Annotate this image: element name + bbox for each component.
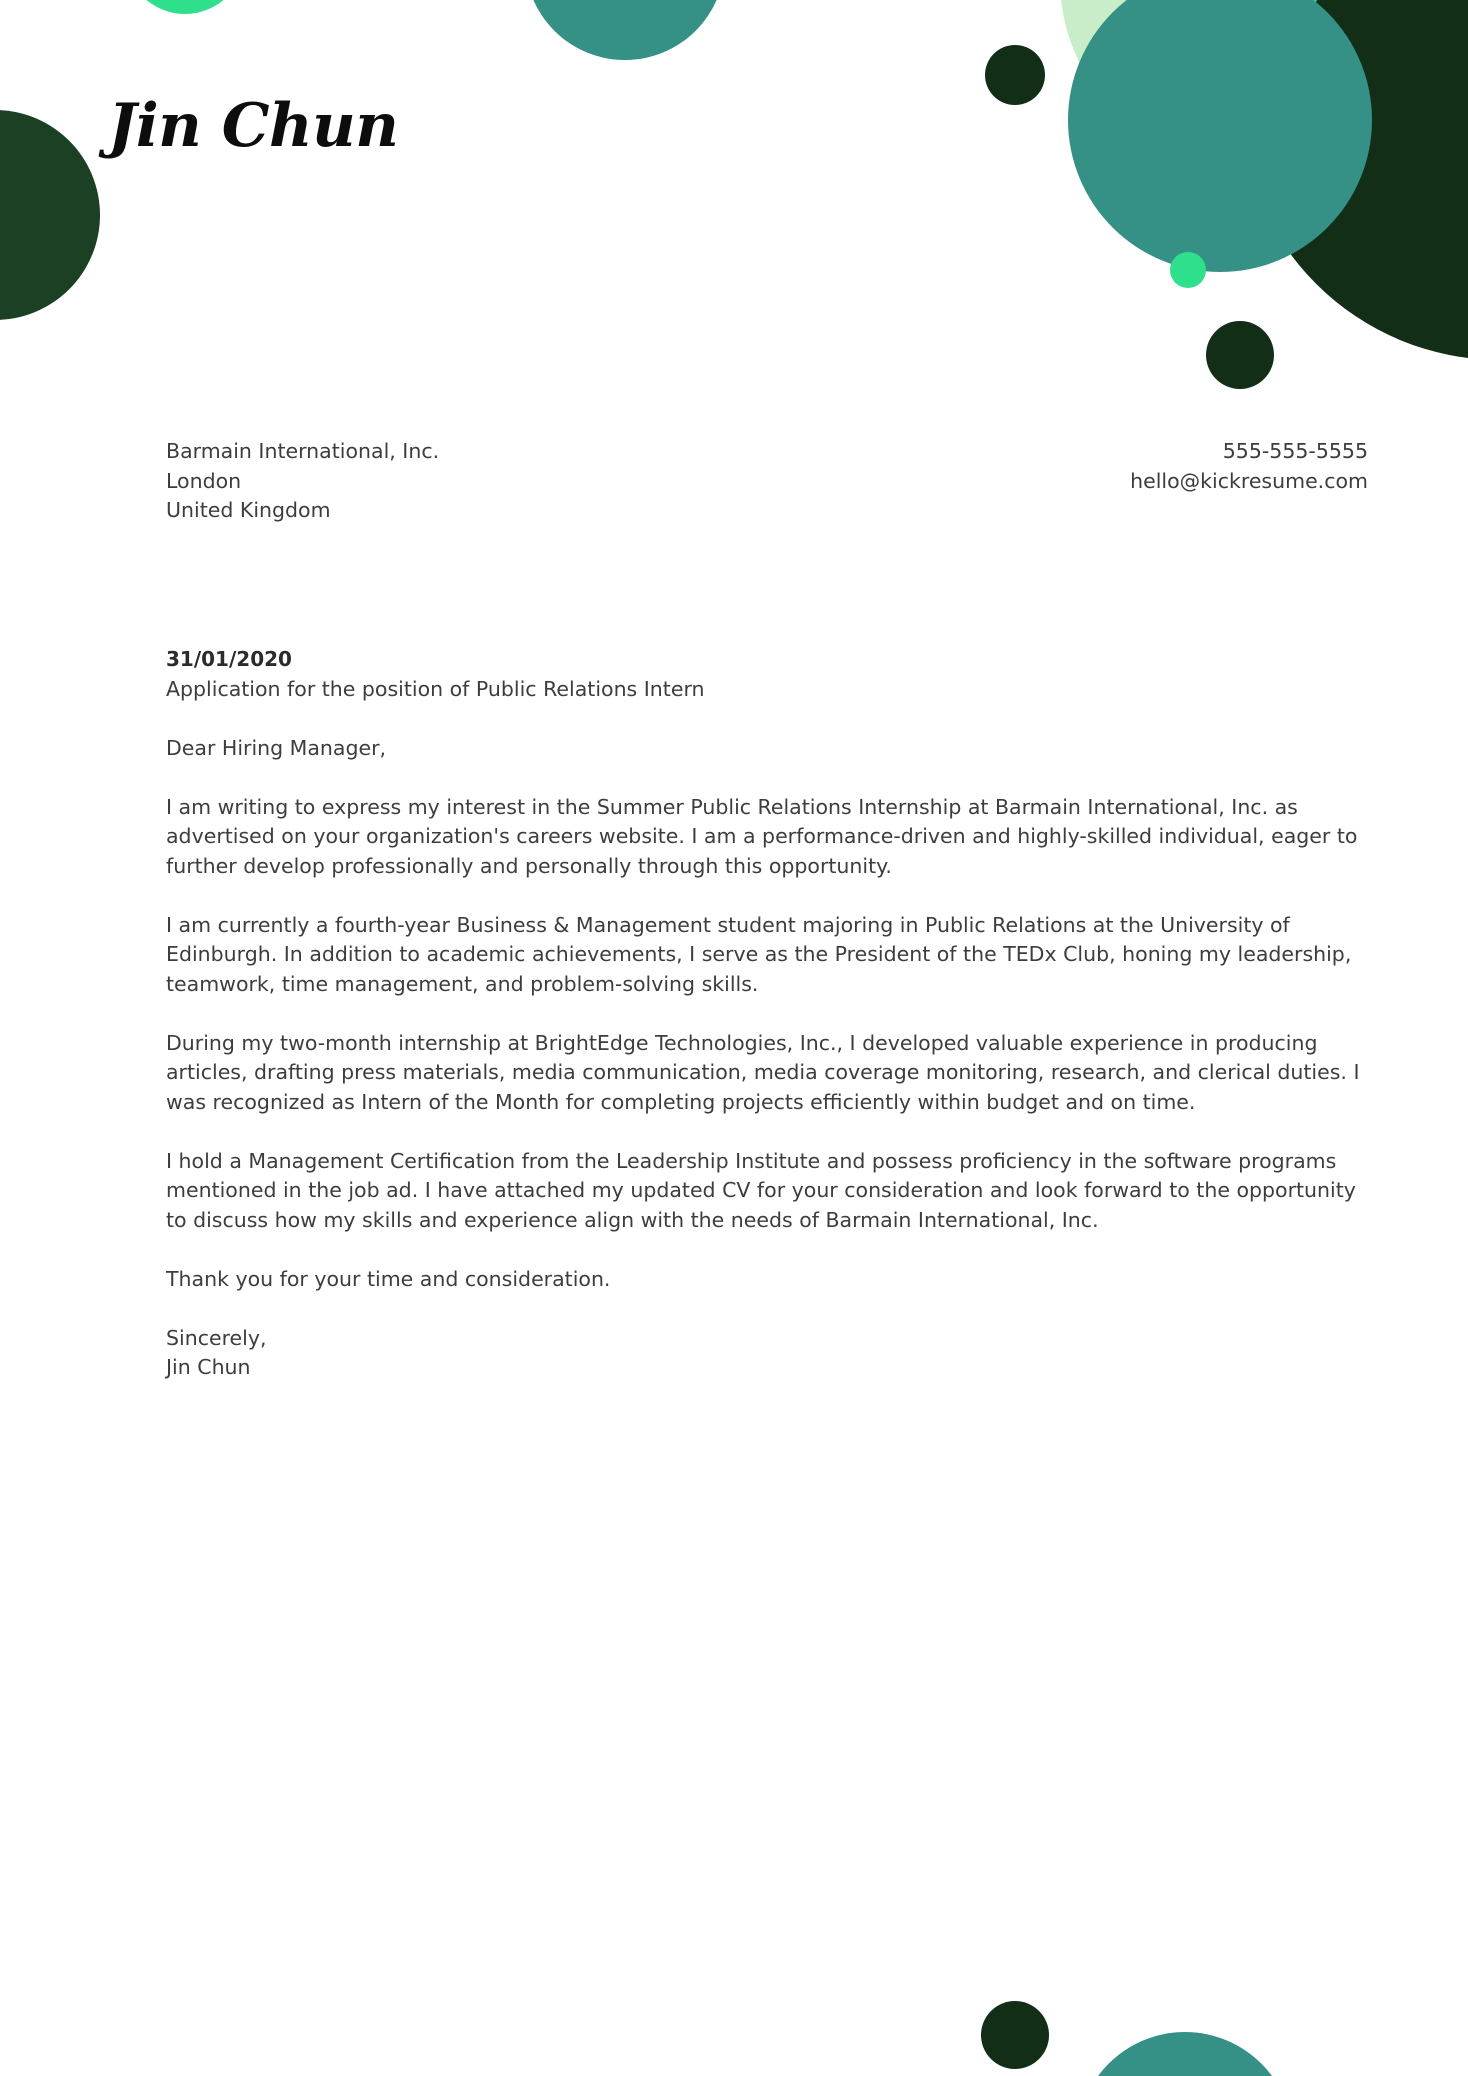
mint-dot-small: [1170, 252, 1206, 288]
contact-phone[interactable]: 555-555-5555: [1222, 439, 1368, 463]
spacer: [166, 1294, 1368, 1324]
teal-circle-bottom: [1077, 2032, 1293, 2076]
spacer: [166, 1117, 1368, 1147]
letter-paragraph: I am currently a fourth-year Business & Management student majoring in Public Relations at the University of Edinburgh. In addition to academic achievements, I serve as the President of the TEDx Club, honing my leadership, teamwork, time management, and problem-solving skills.: [166, 912, 1352, 996]
letter-date: 31/01/2020: [166, 647, 292, 671]
contact-email[interactable]: hello@kickresume.com: [1130, 468, 1368, 493]
pale-mint-circle-large: [1060, 0, 1430, 165]
spacer: [166, 763, 1368, 793]
mint-circle-top-right: [1115, 0, 1335, 50]
recipient-country: United Kingdom: [166, 498, 331, 522]
letter-paragraph: During my two-month internship at BrightEdge Technologies, Inc., I developed valuable experience in producing articles, drafting press materials, media communication, media coverage monitoring, research, and clerical duties. I was recognized as Intern of the Month for completing projects efficiently within budget and on time.: [166, 1030, 1360, 1114]
teal-circle-top-center: [525, 0, 725, 60]
letter-subject: Application for the position of Public Relations Intern: [166, 676, 705, 701]
forest-circle-left-edge: [0, 110, 100, 320]
forest-dot-bottom: [981, 2001, 1049, 2069]
page-title: Jin Chun: [108, 91, 399, 161]
letter-signature: Jin Chun: [166, 1355, 251, 1379]
forest-circle-corner: [1240, 0, 1468, 360]
spacer: [166, 1235, 1368, 1265]
letter-salutation: Dear Hiring Manager,: [166, 735, 387, 760]
letter-body: [166, 645, 1368, 1383]
mint-circle-top-left: [125, 0, 245, 14]
recipient-address: [166, 437, 439, 526]
forest-circle-small-top: [985, 45, 1045, 105]
letter-header-row: [166, 437, 1368, 526]
sender-contact: [1130, 437, 1368, 496]
teal-circle-large-right: [1068, 0, 1372, 272]
letter-paragraph: I hold a Management Certification from the Leadership Institute and possess proficiency in the software programs mentioned in the job ad. I have attached my updated CV for your consideration and look forward to the opportunity to discuss how my skills and experience align with the needs of Barmain International, Inc.: [166, 1148, 1356, 1232]
recipient-company: Barmain International, Inc.: [166, 439, 440, 463]
letter-closing: Sincerely,: [166, 1325, 267, 1350]
forest-circle-mid-right: [1206, 321, 1274, 389]
letter-closing-thanks: Thank you for your time and consideration.: [166, 1266, 611, 1291]
recipient-city: London: [166, 468, 242, 493]
letter-paragraph: I am writing to express my interest in the Summer Public Relations Internship at Barmain International, Inc. as advertised on your organization's careers website. I am a performance-driven and highly-skilled individual, eager to further develop professionally and personally through this opportunity.: [166, 794, 1358, 878]
spacer: [166, 704, 1368, 734]
spacer: [166, 881, 1368, 911]
spacer: [166, 999, 1368, 1029]
